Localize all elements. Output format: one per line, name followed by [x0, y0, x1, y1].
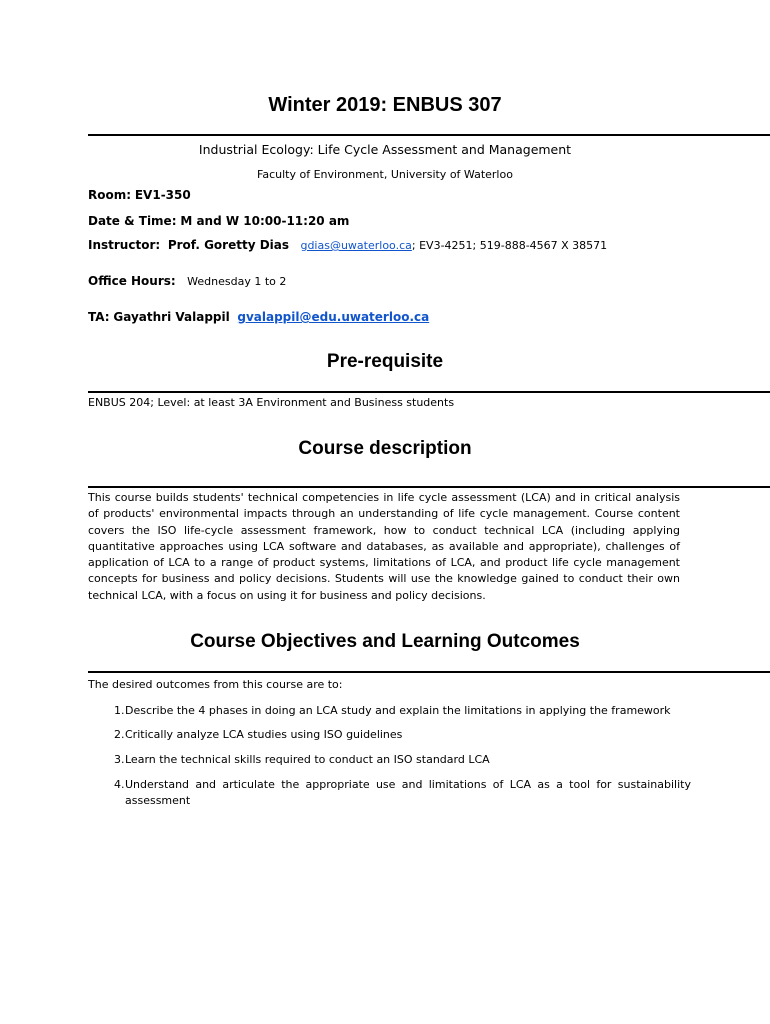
objectives-intro: The desired outcomes from this course are to: [88, 678, 343, 691]
office-hours-value: Wednesday 1 to 2 [187, 275, 287, 288]
title-divider [88, 134, 770, 136]
datetime-value: M and W 10:00-11:20 am [180, 214, 350, 228]
prerequisite-heading: Pre-requisite [326, 351, 444, 372]
office-hours-label: Office Hours: [88, 274, 176, 288]
list-item: 1. Describe the 4 phases in doing an LCA study and explain the limitations in applying the framework [114, 704, 671, 717]
room-value: EV1-350 [134, 188, 191, 202]
prerequisite-divider [88, 391, 770, 393]
list-item: 4. Understand and articulate the appropriate use and limitations of LCA as a tool for sustainability assessment [114, 778, 691, 807]
objectives-section [88, 678, 691, 807]
course-title: Winter 2019: ENBUS 307 [268, 94, 502, 116]
prerequisite-text: ENBUS 204; Level: at least 3A Environment and Business students [88, 396, 455, 409]
room-label: Room: [88, 188, 132, 202]
description-text: This course builds students' technical competencies in life cycle assessment (LCA) and in critical analysis of products' environmental impacts through an understanding of life cycle management. Course content covers the ISO life-cycle assessment framework, how to conduct technical LCA (including applying quantitative approaches using LCA software and databases, as available and appropriate), challenges of application of LCA to a range of product systems, limitations of LCA, and product life cycle management concepts for business and policy decisions. Students will use the knowledge gained to conduct their own technical LCA, with a focus on using it for business and policy decisions. [88, 491, 680, 602]
ta-email-link[interactable]: gvalappil@edu.uwaterloo.ca [237, 310, 430, 324]
faculty-line: Faculty of Environment, University of Waterloo [257, 168, 513, 181]
instructor-email-link[interactable]: gdias@uwaterloo.ca [300, 239, 412, 252]
ta-name: Gayathri Valappil [113, 310, 230, 324]
instructor-label: Instructor: [88, 238, 161, 252]
description-divider [88, 486, 770, 488]
office-hours-line [88, 274, 286, 288]
datetime-label: Date & Time: [88, 214, 177, 228]
objectives-divider [88, 671, 770, 673]
objectives-heading: Course Objectives and Learning Outcomes [190, 631, 580, 652]
instructor-name: Prof. Goretty Dias [167, 238, 290, 252]
list-item: 2. Critically analyze LCA studies using ISO guidelines [114, 728, 403, 741]
instructor-contact: ; EV3-4251; 519-888-4567 X 38571 [411, 239, 608, 252]
datetime-line [88, 214, 349, 228]
course-subtitle: Industrial Ecology: Life Cycle Assessment and Management [198, 142, 572, 157]
list-item: 3. Learn the technical skills required to conduct an ISO standard LCA [114, 753, 490, 766]
ta-label: TA: [88, 310, 110, 324]
instructor-line [88, 238, 607, 252]
ta-line [88, 310, 429, 324]
room-line [88, 188, 191, 202]
description-heading: Course description [298, 438, 472, 459]
